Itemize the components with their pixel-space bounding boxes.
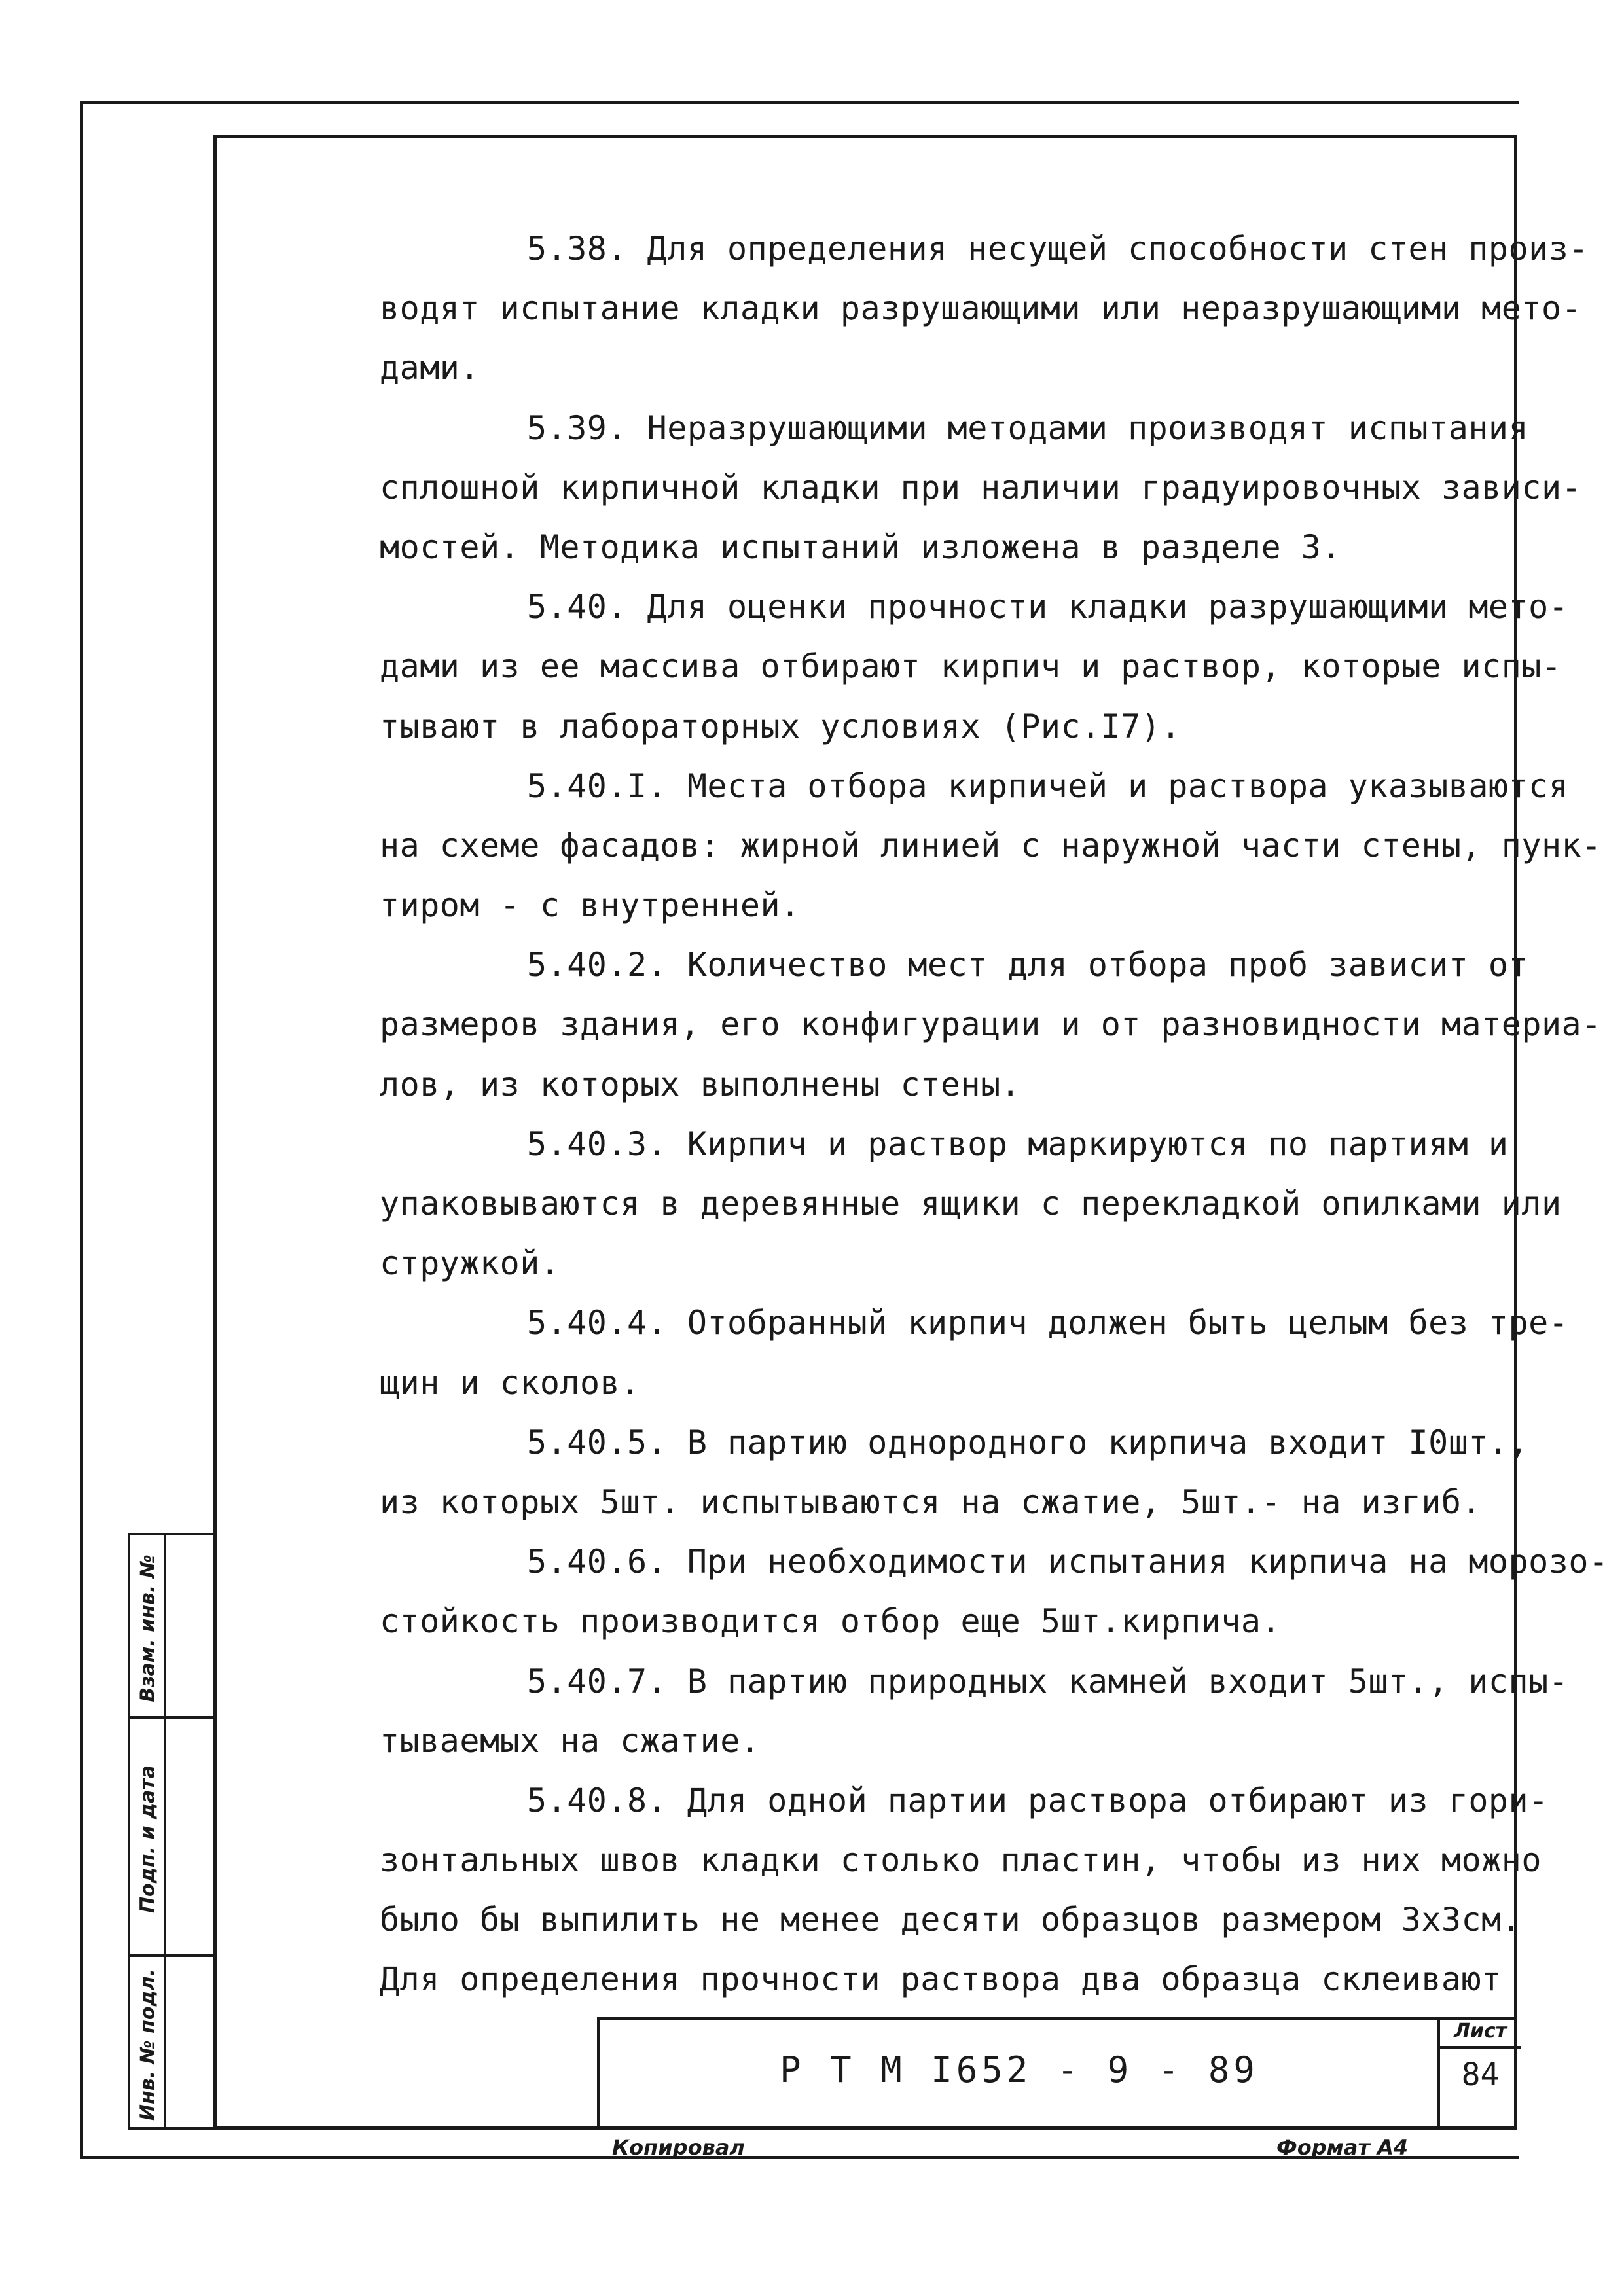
text-line: щин и сколов. (380, 1363, 640, 1402)
text-line: 5.40.I. Места отбора кирпичей и раствора указываются (527, 766, 1569, 805)
text-line: лов, из которых выполнены стены. (380, 1065, 1021, 1103)
text-line: из которых 5шт. испытываются на сжатие, 5шт.- на изгиб. (380, 1482, 1482, 1521)
stamp-label-signature: Подп. и дата (136, 1765, 160, 1914)
text-line: тиром - с внутренней. (380, 886, 801, 925)
text-line: было бы выпилить не менее десяти образцов размером 3х3см. (380, 1901, 1522, 1939)
text-line: размеров здания, его конфигурации и от разновидности материа- (380, 1005, 1602, 1044)
title-block (597, 2017, 1517, 2130)
document-code: Р Т М I652 - 9 - 89 (780, 2049, 1259, 2090)
text-line: на схеме фасадов: жирной линией с наружной части стены, пунк- (380, 826, 1602, 865)
text-line: 5.40.6. При необходимости испытания кирпича на морозо- (527, 1543, 1609, 1581)
text-line: мостей. Методика испытаний изложена в разделе 3. (380, 528, 1341, 566)
format-label: Формат А4 (1276, 2135, 1409, 2160)
sheet-box (1437, 2017, 1521, 2130)
text-line: 5.38. Для определения несущей способности стен произ- (527, 230, 1589, 268)
text-line: 5.39. Неразрушающими методами производят испытания (527, 408, 1529, 447)
text-line: тываемых на сжатие. (380, 1721, 761, 1760)
stamp-label-inventory: Инв. № подл. (136, 1968, 160, 2121)
text-line: 5.40.2. Количество мест для отбора проб зависит от (527, 946, 1529, 984)
text-line: 5.40.8. Для одной партии раствора отбирают из гори- (527, 1781, 1549, 1820)
document-body (380, 219, 1609, 2010)
stamp-cell-inventory (128, 1954, 217, 2130)
stamp-label-replacement: Взам. инв. № (136, 1554, 160, 1702)
text-line: стружкой. (380, 1244, 560, 1283)
text-line: 5.40.5. В партию однородного кирпича входит I0шт., (527, 1423, 1529, 1462)
text-line: 5.40.7. В партию природных камней входит 5шт., испы- (527, 1662, 1569, 1700)
text-line: 5.40.3. Кирпич и раствор маркируются по партиям и (527, 1124, 1509, 1163)
text-line: 5.40. Для оценки прочности кладки разрушающими мето- (527, 588, 1569, 626)
stamp-cell-signature (128, 1716, 217, 1957)
text-line: дами из ее массива отбирают кирпич и раствор, которые испы- (380, 647, 1562, 686)
sheet-number: 84 (1461, 2056, 1500, 2093)
text-line: упаковываются в деревянные ящики с перекладкой опилками или (380, 1185, 1562, 1223)
text-line: 5.40.4. Отобранный кирпич должен быть целым без тре- (527, 1304, 1569, 1342)
text-line: Для определения прочности раствора два образца склеивают (380, 1960, 1502, 1999)
stamp-cell-replacement (128, 1533, 217, 1719)
sheet-label: Лист (1440, 2017, 1521, 2049)
text-line: зонтальных швов кладки столько пластин, чтобы из них можно (380, 1841, 1542, 1880)
text-line: стойкость производится отбор еще 5шт.кирпича. (380, 1602, 1282, 1641)
text-line: водят испытание кладки разрушающими или неразрушающими мето- (380, 289, 1582, 328)
text-line: тывают в лабораторных условиях (Рис.I7). (380, 707, 1182, 745)
side-stamp (128, 1533, 217, 2130)
text-line: дами. (380, 349, 480, 387)
copied-label: Копировал (612, 2135, 745, 2160)
text-line: сплошной кирпичной кладки при наличии градуировочных зависи- (380, 468, 1582, 507)
